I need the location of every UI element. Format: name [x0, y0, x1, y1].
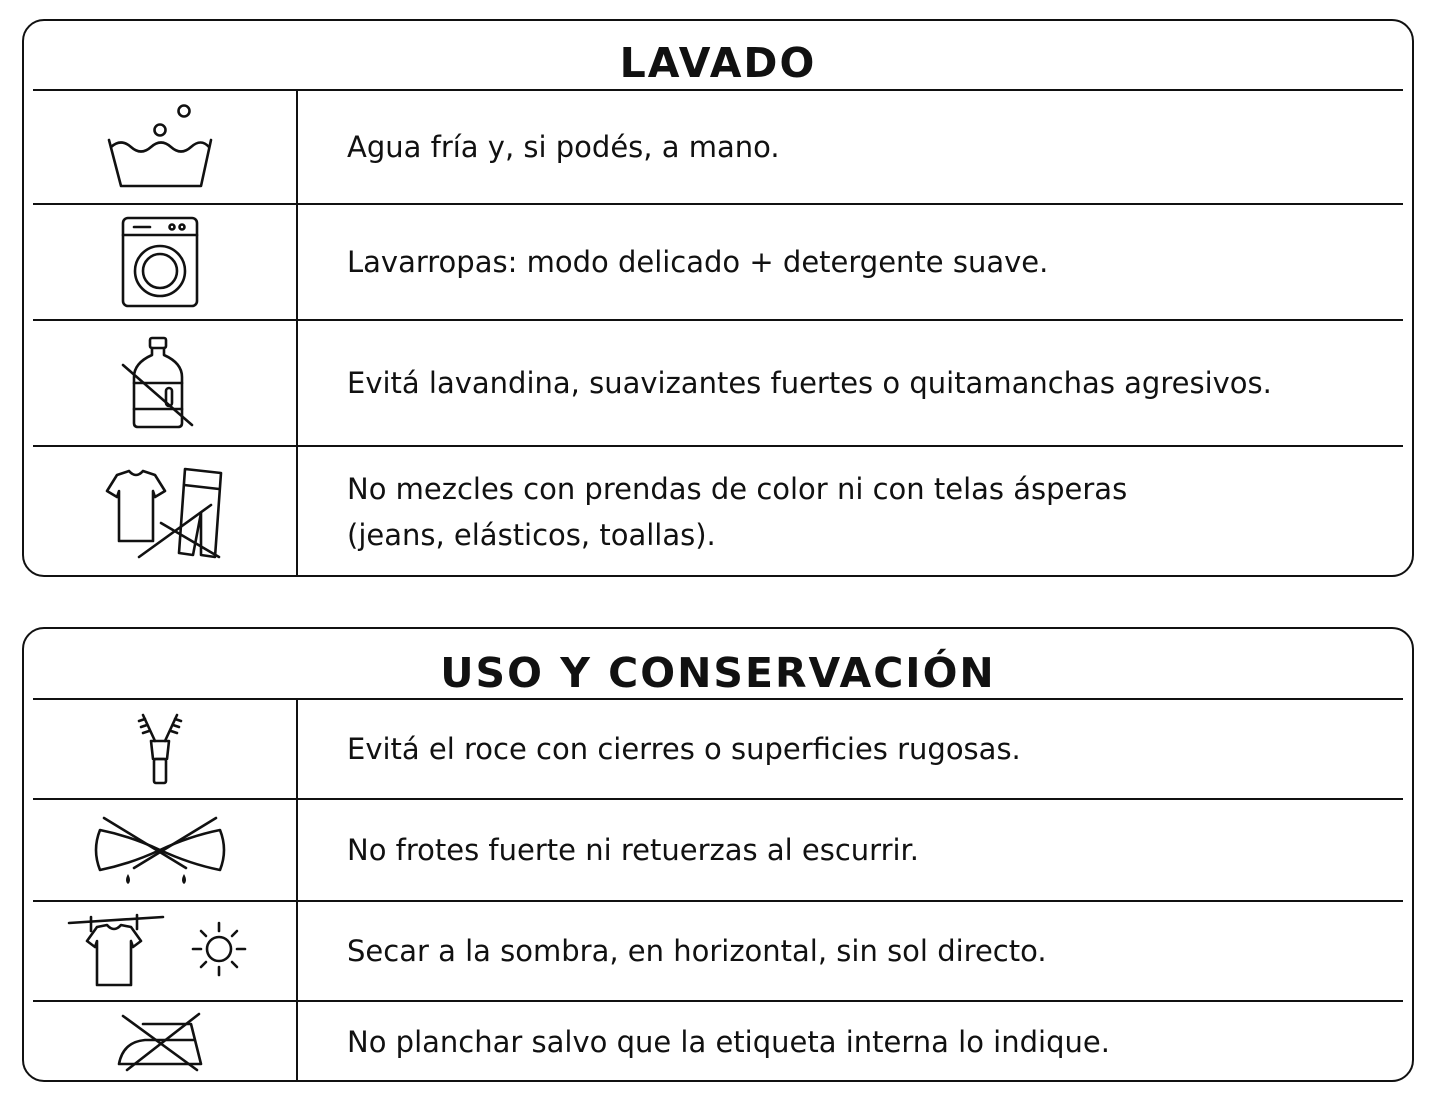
care-text: No planchar salvo que la etiqueta interna lo indique.: [347, 1025, 1110, 1059]
lavado-title: LAVADO: [619, 39, 817, 87]
care-text: Evitá lavandina, suavizantes fuertes o quitamanchas agresivos.: [347, 366, 1272, 400]
care-row: [24, 205, 1412, 319]
hand-wash-basin-icon: [24, 91, 296, 203]
no-bleach-bottle-icon: [24, 321, 296, 445]
care-text: Lavarropas: modo delicado + detergente suave.: [347, 245, 1049, 279]
uso-conservacion-panel: [22, 627, 1414, 1082]
care-row: [24, 700, 1412, 798]
care-row: [24, 902, 1412, 1000]
care-text: Secar a la sombra, en horizontal, sin sol directo.: [347, 934, 1047, 968]
care-row: [24, 447, 1412, 577]
care-row: [24, 91, 1412, 203]
care-text: No frotes fuerte ni retuerzas al escurrir.: [347, 833, 920, 867]
zipper-icon: [24, 700, 296, 798]
no-mix-garments-icon: [24, 447, 296, 577]
care-text-line: (jeans, elásticos, toallas).: [347, 518, 716, 552]
care-text: Agua fría y, si podés, a mano.: [347, 130, 780, 164]
care-row: [24, 321, 1412, 445]
care-text: Evitá el roce con cierres o superficies rugosas.: [347, 732, 1021, 766]
care-row: [24, 800, 1412, 900]
uso-title: USO Y CONSERVACIÓN: [440, 649, 996, 697]
lavado-panel: [22, 19, 1414, 577]
care-row: [24, 1002, 1412, 1082]
washing-machine-icon: [24, 205, 296, 319]
no-wring-icon: [24, 800, 296, 900]
shade-dry-icon: [24, 902, 296, 1000]
care-text-line: No mezcles con prendas de color ni con telas ásperas: [347, 472, 1128, 506]
no-iron-icon: [24, 1002, 296, 1082]
